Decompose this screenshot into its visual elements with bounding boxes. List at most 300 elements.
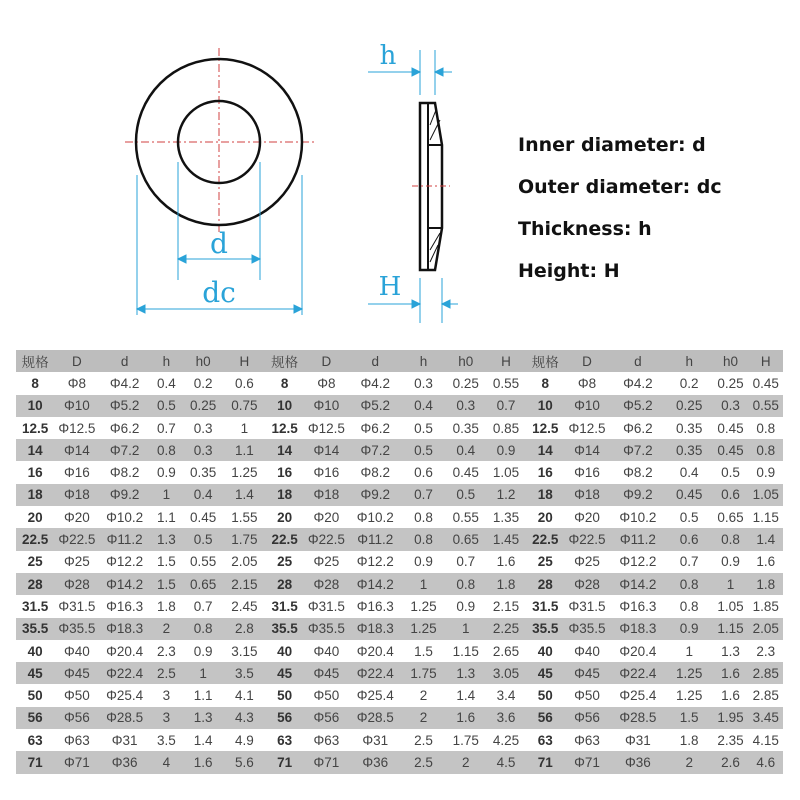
column-header: H: [223, 350, 265, 372]
dimension-lines-top-view: [137, 162, 302, 315]
table-cell: 4.5: [486, 751, 526, 773]
table-cell: Φ9.2: [610, 484, 666, 506]
table-cell: Φ35.5: [54, 618, 99, 640]
table-cell: 0.8: [183, 618, 223, 640]
column-header: h: [666, 350, 712, 372]
table-cell: Φ50: [564, 684, 609, 706]
table-cell: 4.1: [223, 684, 265, 706]
table-cell: 0.6: [712, 484, 748, 506]
table-cell: Φ12.2: [100, 551, 150, 573]
table-cell: 0.9: [401, 551, 445, 573]
column-header: H: [486, 350, 526, 372]
table-cell: 1.4: [749, 528, 783, 550]
table-cell: Φ31: [100, 729, 150, 751]
table-cell: Φ50: [304, 684, 349, 706]
table-cell: 1: [712, 573, 748, 595]
table-cell: 0.45: [183, 506, 223, 528]
table-cell: 0.55: [183, 551, 223, 573]
table-cell: 1.55: [223, 506, 265, 528]
column-header: h0: [446, 350, 486, 372]
table-cell: Φ22.4: [100, 662, 150, 684]
table-cell: Φ6.2: [100, 417, 150, 439]
column-header: 规格: [266, 350, 304, 372]
table-cell: 1.4: [446, 684, 486, 706]
spec-cell: 18: [526, 484, 564, 506]
table-cell: 1.5: [150, 551, 183, 573]
table-cell: Φ12.5: [54, 417, 99, 439]
table-cell: 2.3: [749, 640, 783, 662]
table-cell: 2.5: [401, 751, 445, 773]
table-cell: 1.3: [150, 528, 183, 550]
column-header: h0: [712, 350, 748, 372]
table-cell: Φ71: [54, 751, 99, 773]
table-cell: 2.8: [223, 618, 265, 640]
table-cell: Φ28.5: [100, 707, 150, 729]
column-header: D: [564, 350, 609, 372]
table-cell: 1.15: [446, 640, 486, 662]
table-cell: 1.25: [666, 684, 712, 706]
spec-cell: 22.5: [16, 528, 54, 550]
table-cell: Φ16: [304, 461, 349, 483]
table-cell: 1.2: [486, 484, 526, 506]
table-cell: Φ18: [54, 484, 99, 506]
table-cell: Φ10.2: [349, 506, 401, 528]
table-cell: 0.7: [401, 484, 445, 506]
table-cell: Φ31: [610, 729, 666, 751]
table-cell: 4.6: [749, 751, 783, 773]
table-cell: Φ35.5: [564, 618, 609, 640]
table-cell: 3: [150, 707, 183, 729]
spec-cell: 31.5: [16, 595, 54, 617]
table-cell: 1.5: [666, 707, 712, 729]
table-row: [16, 573, 783, 595]
table-cell: Φ10.2: [100, 506, 150, 528]
table-cell: 2: [666, 751, 712, 773]
h-label: h: [379, 41, 397, 71]
column-header: h: [401, 350, 445, 372]
table-cell: Φ20.4: [100, 640, 150, 662]
table-cell: 1.8: [486, 573, 526, 595]
table-cell: 4: [150, 751, 183, 773]
table-cell: 0.9: [749, 461, 783, 483]
table-cell: 1.6: [183, 751, 223, 773]
table-cell: 2.15: [486, 595, 526, 617]
H-label: H: [378, 272, 402, 302]
table-cell: 2.05: [223, 551, 265, 573]
table-cell: Φ40: [564, 640, 609, 662]
spec-cell: 56: [16, 707, 54, 729]
table-cell: 0.65: [446, 528, 486, 550]
table-cell: Φ63: [564, 729, 609, 751]
table-cell: Φ18.3: [349, 618, 401, 640]
table-cell: 1.6: [749, 551, 783, 573]
table-cell: Φ56: [54, 707, 99, 729]
table-cell: 0.45: [712, 417, 748, 439]
table-cell: Φ14.2: [610, 573, 666, 595]
dimension-legend: [518, 128, 722, 296]
table-cell: Φ8.2: [610, 461, 666, 483]
table-cell: 0.35: [666, 439, 712, 461]
table-row: [16, 484, 783, 506]
table-cell: 2.6: [712, 751, 748, 773]
legend-inner-diameter: Inner diameter: d: [518, 134, 706, 156]
spec-cell: 14: [526, 439, 564, 461]
spec-cell: 63: [526, 729, 564, 751]
spec-cell: 22.5: [526, 528, 564, 550]
table-cell: 0.75: [223, 395, 265, 417]
table-cell: 1.95: [712, 707, 748, 729]
table-cell: Φ28.5: [349, 707, 401, 729]
table-cell: 1.8: [666, 729, 712, 751]
table-cell: 1.5: [150, 573, 183, 595]
table-cell: Φ25.4: [610, 684, 666, 706]
table-cell: 2: [150, 618, 183, 640]
table-cell: Φ6.2: [349, 417, 401, 439]
table-cell: Φ36: [100, 751, 150, 773]
table-cell: 0.4: [401, 395, 445, 417]
table-cell: Φ12.5: [564, 417, 609, 439]
spec-cell: 18: [266, 484, 304, 506]
table-cell: Φ20: [564, 506, 609, 528]
table-cell: 0.9: [183, 640, 223, 662]
table-cell: 1: [666, 640, 712, 662]
table-cell: 0.35: [666, 417, 712, 439]
table-cell: 0.25: [446, 372, 486, 394]
table-cell: 0.7: [666, 551, 712, 573]
spec-cell: 22.5: [266, 528, 304, 550]
table-cell: Φ22.5: [564, 528, 609, 550]
table-cell: 1.05: [486, 461, 526, 483]
table-cell: Φ63: [54, 729, 99, 751]
table-cell: 0.25: [183, 395, 223, 417]
table-cell: 0.6: [666, 528, 712, 550]
table-cell: 1.45: [486, 528, 526, 550]
spec-cell: 12.5: [526, 417, 564, 439]
table-cell: 0.45: [446, 461, 486, 483]
table-cell: 0.8: [150, 439, 183, 461]
table-cell: 2.85: [749, 684, 783, 706]
table-cell: 0.4: [183, 484, 223, 506]
table-cell: Φ10.2: [610, 506, 666, 528]
table-cell: Φ8: [304, 372, 349, 394]
table-cell: Φ31.5: [304, 595, 349, 617]
table-cell: Φ11.2: [349, 528, 401, 550]
table-cell: 1: [223, 417, 265, 439]
column-header: d: [349, 350, 401, 372]
spec-cell: 28: [16, 573, 54, 595]
table-cell: Φ36: [349, 751, 401, 773]
table-cell: 0.5: [401, 439, 445, 461]
column-header: H: [749, 350, 783, 372]
spec-cell: 8: [16, 372, 54, 394]
spec-cell: 45: [266, 662, 304, 684]
table-cell: 0.9: [150, 461, 183, 483]
spec-cell: 20: [16, 506, 54, 528]
table-cell: Φ35.5: [304, 618, 349, 640]
table-cell: Φ18: [304, 484, 349, 506]
table-cell: 2.5: [401, 729, 445, 751]
spec-cell: 56: [526, 707, 564, 729]
table-cell: Φ50: [54, 684, 99, 706]
table-cell: 5.6: [223, 751, 265, 773]
table-cell: 0.8: [666, 595, 712, 617]
table-cell: Φ25: [564, 551, 609, 573]
table-row: [16, 618, 783, 640]
table-row: [16, 506, 783, 528]
table-cell: Φ16: [564, 461, 609, 483]
spec-cell: 28: [266, 573, 304, 595]
table-cell: Φ45: [564, 662, 609, 684]
table-cell: 0.5: [666, 506, 712, 528]
spec-cell: 25: [526, 551, 564, 573]
spec-cell: 35.5: [16, 618, 54, 640]
table-row: [16, 461, 783, 483]
table-cell: Φ14: [564, 439, 609, 461]
table-cell: 0.3: [446, 395, 486, 417]
table-cell: 3.05: [486, 662, 526, 684]
table-cell: 0.35: [183, 461, 223, 483]
table-cell: 0.25: [666, 395, 712, 417]
table-cell: 0.35: [446, 417, 486, 439]
table-cell: 3.5: [150, 729, 183, 751]
table-cell: Φ7.2: [349, 439, 401, 461]
table-row: [16, 417, 783, 439]
table-cell: Φ8.2: [349, 461, 401, 483]
spec-cell: 16: [16, 461, 54, 483]
column-header: D: [54, 350, 99, 372]
table-row: [16, 395, 783, 417]
table-header-row: [16, 350, 783, 372]
table-cell: 0.5: [150, 395, 183, 417]
table-cell: Φ12.2: [349, 551, 401, 573]
table-cell: 1.05: [749, 484, 783, 506]
spec-cell: 31.5: [266, 595, 304, 617]
table-cell: Φ22.5: [304, 528, 349, 550]
table-row: [16, 684, 783, 706]
table-cell: 0.5: [183, 528, 223, 550]
table-cell: Φ14: [54, 439, 99, 461]
table-cell: Φ16: [54, 461, 99, 483]
table-cell: 0.8: [712, 528, 748, 550]
spec-cell: 12.5: [16, 417, 54, 439]
table-cell: 0.5: [712, 461, 748, 483]
table-cell: 0.5: [446, 484, 486, 506]
column-header: D: [304, 350, 349, 372]
table-cell: 1.05: [712, 595, 748, 617]
table-cell: 0.9: [446, 595, 486, 617]
table-cell: 1.15: [712, 618, 748, 640]
table-cell: Φ56: [304, 707, 349, 729]
table-cell: Φ40: [54, 640, 99, 662]
table-cell: Φ25: [54, 551, 99, 573]
table-cell: 1: [150, 484, 183, 506]
table-cell: 3: [150, 684, 183, 706]
table-cell: 4.25: [486, 729, 526, 751]
table-cell: Φ10: [564, 395, 609, 417]
spec-cell: 16: [526, 461, 564, 483]
table-cell: Φ5.2: [610, 395, 666, 417]
table-cell: 1.75: [401, 662, 445, 684]
table-cell: Φ20.4: [610, 640, 666, 662]
table-cell: 0.7: [150, 417, 183, 439]
table-cell: 0.3: [712, 395, 748, 417]
table-cell: Φ40: [304, 640, 349, 662]
table-cell: Φ11.2: [610, 528, 666, 550]
spec-cell: 63: [16, 729, 54, 751]
table-row: [16, 595, 783, 617]
table-cell: 1.25: [401, 595, 445, 617]
table-cell: 2.45: [223, 595, 265, 617]
spec-cell: 71: [266, 751, 304, 773]
spec-cell: 45: [526, 662, 564, 684]
spec-cell: 25: [16, 551, 54, 573]
table-cell: 1: [446, 618, 486, 640]
table-cell: 0.6: [401, 461, 445, 483]
spec-cell: 18: [16, 484, 54, 506]
legend-height: Height: H: [518, 260, 620, 282]
table-cell: 3.15: [223, 640, 265, 662]
table-cell: 1.85: [749, 595, 783, 617]
spec-cell: 10: [266, 395, 304, 417]
table-cell: Φ71: [304, 751, 349, 773]
table-cell: Φ45: [54, 662, 99, 684]
table-cell: 2: [401, 684, 445, 706]
table-cell: 0.8: [446, 573, 486, 595]
table-cell: 0.55: [486, 372, 526, 394]
table-cell: 4.15: [749, 729, 783, 751]
spec-cell: 35.5: [266, 618, 304, 640]
spec-cell: 71: [526, 751, 564, 773]
table-cell: 0.45: [749, 372, 783, 394]
spec-cell: 50: [16, 684, 54, 706]
table-cell: 0.65: [712, 506, 748, 528]
d-label: d: [210, 227, 228, 260]
table-cell: 0.3: [401, 372, 445, 394]
table-cell: Φ12.2: [610, 551, 666, 573]
spec-cell: 14: [266, 439, 304, 461]
column-header: 规格: [526, 350, 564, 372]
table-cell: 0.2: [183, 372, 223, 394]
spec-cell: 31.5: [526, 595, 564, 617]
table-cell: 1.8: [749, 573, 783, 595]
table-cell: Φ9.2: [349, 484, 401, 506]
table-cell: 2: [401, 707, 445, 729]
table-cell: Φ12.5: [304, 417, 349, 439]
table-cell: 0.7: [446, 551, 486, 573]
table-cell: 0.25: [712, 372, 748, 394]
spec-cell: 56: [266, 707, 304, 729]
table-cell: Φ8.2: [100, 461, 150, 483]
spec-cell: 28: [526, 573, 564, 595]
table-cell: 2.85: [749, 662, 783, 684]
table-cell: Φ16.3: [349, 595, 401, 617]
table-cell: 0.45: [666, 484, 712, 506]
table-row: [16, 751, 783, 773]
table-cell: 1.3: [183, 707, 223, 729]
table-cell: 1.35: [486, 506, 526, 528]
spec-cell: 25: [266, 551, 304, 573]
table-cell: 0.9: [666, 618, 712, 640]
table-cell: 0.8: [666, 573, 712, 595]
table-cell: 0.85: [486, 417, 526, 439]
table-cell: 1.25: [401, 618, 445, 640]
table-cell: Φ14.2: [100, 573, 150, 595]
table-cell: 2.5: [150, 662, 183, 684]
spec-table: [16, 350, 783, 774]
table-cell: 1.1: [223, 439, 265, 461]
spec-cell: 50: [266, 684, 304, 706]
table-cell: Φ28.5: [610, 707, 666, 729]
table-cell: Φ36: [610, 751, 666, 773]
table-cell: Φ10: [304, 395, 349, 417]
table-cell: 1.25: [666, 662, 712, 684]
spec-cell: 14: [16, 439, 54, 461]
column-header: d: [100, 350, 150, 372]
table-cell: 0.7: [486, 395, 526, 417]
spec-cell: 71: [16, 751, 54, 773]
spec-cell: 10: [526, 395, 564, 417]
table-cell: 0.8: [401, 506, 445, 528]
table-cell: Φ25.4: [349, 684, 401, 706]
table-cell: Φ31.5: [564, 595, 609, 617]
table-cell: Φ22.4: [349, 662, 401, 684]
table-cell: 4.9: [223, 729, 265, 751]
table-cell: Φ4.2: [349, 372, 401, 394]
table-cell: 3.5: [223, 662, 265, 684]
table-cell: Φ16.3: [100, 595, 150, 617]
table-cell: Φ7.2: [610, 439, 666, 461]
table-cell: 1.5: [401, 640, 445, 662]
table-cell: 0.8: [749, 439, 783, 461]
legend-thickness: Thickness: h: [518, 218, 652, 240]
table-cell: 2.25: [486, 618, 526, 640]
table-cell: 1.8: [150, 595, 183, 617]
column-header: h0: [183, 350, 223, 372]
table-cell: Φ6.2: [610, 417, 666, 439]
column-header: d: [610, 350, 666, 372]
table-cell: 2.15: [223, 573, 265, 595]
spec-cell: 10: [16, 395, 54, 417]
table-cell: 1.15: [749, 506, 783, 528]
washer-top-view: [125, 48, 314, 232]
table-cell: Φ9.2: [100, 484, 150, 506]
spec-cell: 20: [266, 506, 304, 528]
washer-side-view: [412, 103, 450, 270]
table-cell: 2.65: [486, 640, 526, 662]
table-cell: Φ56: [564, 707, 609, 729]
table-cell: 1.75: [223, 528, 265, 550]
table-cell: 1: [401, 573, 445, 595]
table-cell: 1.1: [183, 684, 223, 706]
table-cell: Φ7.2: [100, 439, 150, 461]
table-cell: Φ31: [349, 729, 401, 751]
spec-cell: 40: [526, 640, 564, 662]
table-row: [16, 372, 783, 394]
table-cell: 1.6: [712, 662, 748, 684]
spec-cell: 16: [266, 461, 304, 483]
spec-cell: 20: [526, 506, 564, 528]
table-cell: 2.05: [749, 618, 783, 640]
table-cell: 0.55: [446, 506, 486, 528]
table-cell: 0.7: [183, 595, 223, 617]
table-cell: Φ10: [54, 395, 99, 417]
table-cell: Φ28: [54, 573, 99, 595]
table-cell: Φ20.4: [349, 640, 401, 662]
table-cell: 0.65: [183, 573, 223, 595]
table-cell: Φ71: [564, 751, 609, 773]
spec-cell: 45: [16, 662, 54, 684]
table-cell: Φ8: [54, 372, 99, 394]
